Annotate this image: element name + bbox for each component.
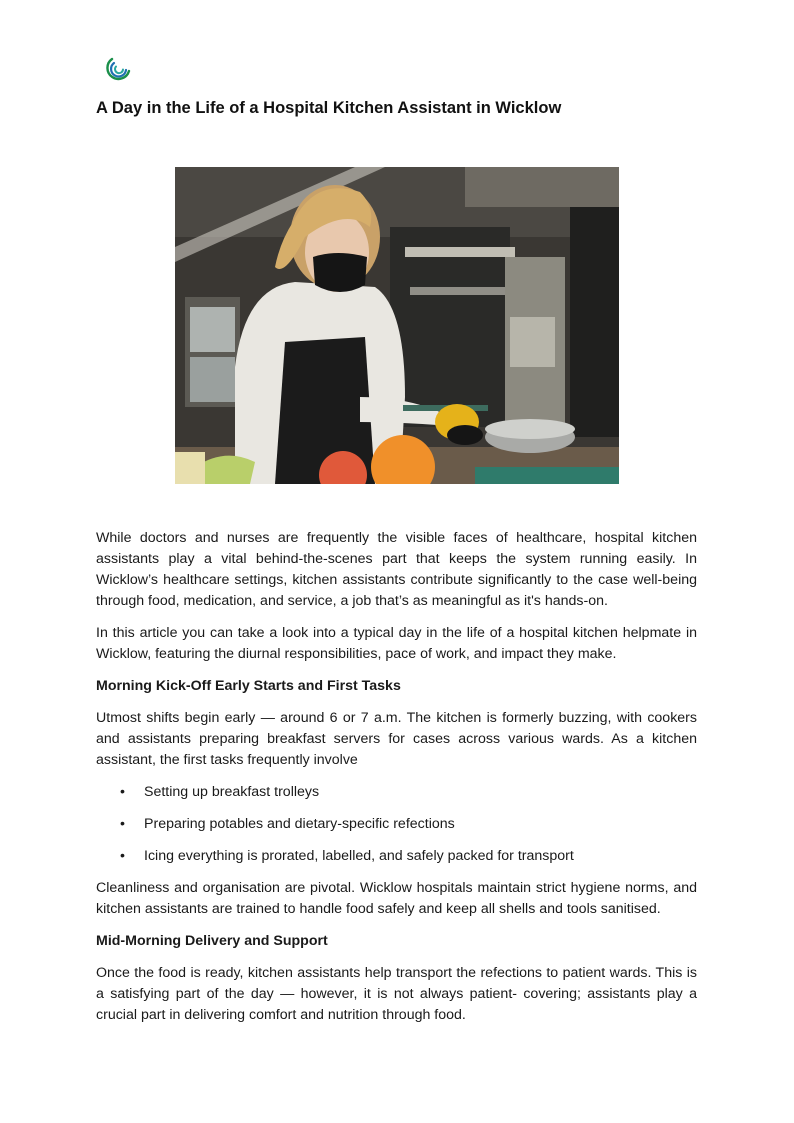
list-item: • Preparing potables and dietary-specific refections [144,814,697,835]
section-heading-delivery: Mid-Morning Delivery and Support [96,933,328,949]
section-heading-morning: Morning Kick-Off Early Starts and First Tasks [96,678,401,694]
morning-paragraph: Utmost shifts begin early — around 6 or 7 a.m. The kitchen is formerly buzzing, with cookers and assistants preparing breakfast servers for cases across various wards. As a kitchen assistant, the first tasks frequently involve [96,710,697,768]
hygiene-paragraph: Cleanliness and organisation are pivotal. Wicklow hospitals maintain strict hygiene norms, and kitchen assistants are trained to handle food safely and keep all shells and tools sanitised. [96,880,697,917]
delivery-paragraph: Once the food is ready, kitchen assistants help transport the refections to patient wards. This is a satisfying part of the day — however, it is not always patient- covering; assistants play a crucial part in delivering comfort and nutrition through food. [96,965,697,1023]
page-title: A Day in the Life of a Hospital Kitchen Assistant in Wicklow [96,99,562,117]
chef-cutting-fruit-photo [175,167,619,484]
intro-paragraph: While doctors and nurses are frequently the visible faces of healthcare, hospital kitchen assistants play a vital behind-the-scenes part that keeps the system running easily. In Wicklow’s healthcare settings, kitchen assistants contribute significantly to the case well-being through food, medication, and service, a job that’s as meaningful as it's hands-on. [96,530,697,609]
overview-paragraph: In this article you can take a look into a typical day in the life of a hospital kitchen helpmate in Wicklow, featuring the diurnal responsibilities, pace of work, and impact they make. [96,625,697,662]
article-body [96,528,697,1037]
morning-task-list [96,782,697,867]
list-item: • Setting up breakfast trolleys [144,782,697,803]
swirl-logo-icon [104,55,132,83]
list-item: • Icing everything is prorated, labelled, and safely packed for transport [144,846,697,867]
